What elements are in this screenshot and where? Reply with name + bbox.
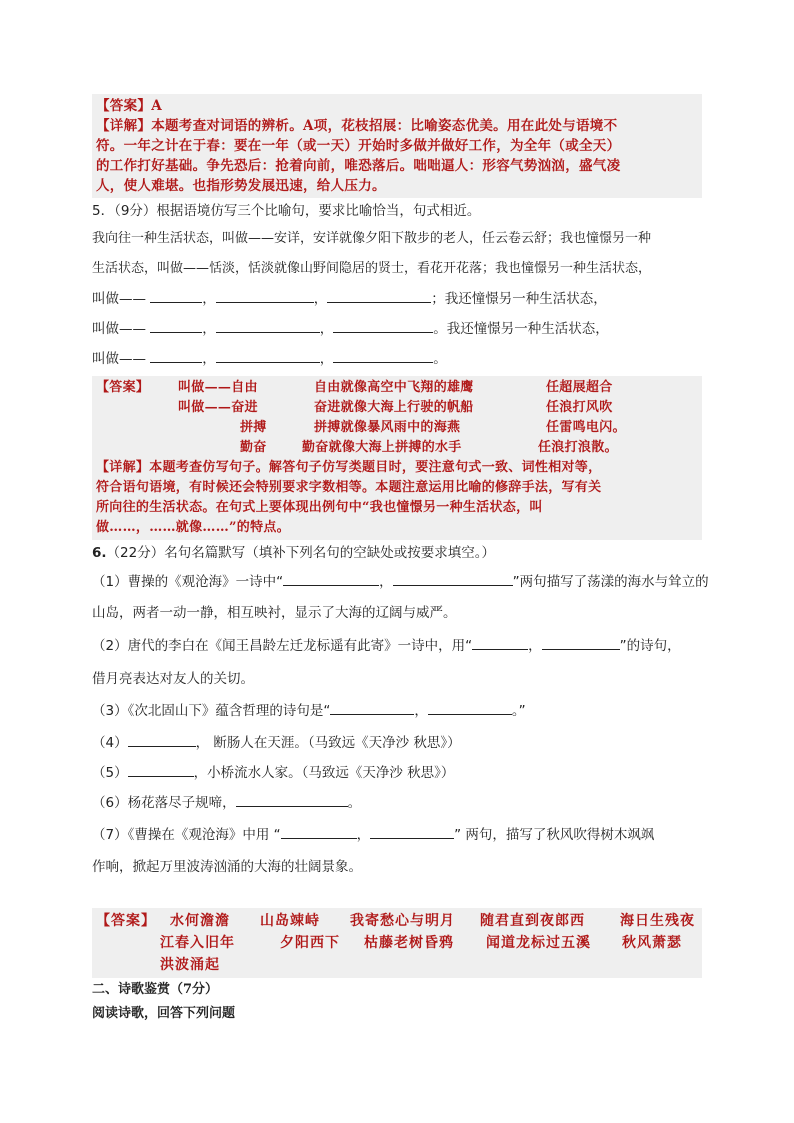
comma: ， xyxy=(414,703,428,719)
answer-cell: 叫做——自由 xyxy=(178,380,258,395)
section-instruction: 阅读诗歌，回答下列问题 xyxy=(92,1006,236,1021)
answer-cell: 海日生残夜 xyxy=(620,913,695,929)
q5-stem: 5．（9分）根据语境仿写三个比喻句，要求比喻恰当，句式相近。 xyxy=(92,203,481,219)
item-text: ” 两句，描写了秋风吹得树木飒飒 xyxy=(454,827,655,843)
answer-blank[interactable] xyxy=(281,824,357,839)
q5-answer-box xyxy=(92,376,702,540)
page xyxy=(92,92,709,1024)
answer-tag: 【答案】 xyxy=(96,913,156,929)
answer-blank[interactable] xyxy=(216,348,320,363)
comma: ， xyxy=(202,321,216,337)
answer-cell: 拼搏 xyxy=(240,420,267,435)
q6-stem xyxy=(92,540,702,566)
comma: ， xyxy=(202,351,216,367)
answer-blank[interactable] xyxy=(333,348,433,363)
q5-context-line: 生活状态，叫做——恬淡，恬淡就像山野间隐居的贤士，看花开花落；我也憧憬另一种生活状态， xyxy=(92,261,652,276)
q6-item-6 xyxy=(92,788,702,818)
answer-cell: 枯藤老树昏鸦 xyxy=(364,935,454,951)
item-text: ”两句描写了荡漾的海水与耸立的 xyxy=(512,574,709,590)
comma: ， xyxy=(319,351,334,367)
fill-prefix: 叫做—— xyxy=(92,321,146,337)
detail-line: 符合语句语境，有时候还会特别要求字数相等。本题注意运用比喻的修辞手法，写有关 xyxy=(96,480,602,495)
detail-line: 所向往的生活状态。在句式上要体现出例句中“我也憧憬另一种生活状态，叫 xyxy=(96,500,543,515)
detail-tag: 【详解】 xyxy=(96,460,150,475)
item-text: ”的诗句， xyxy=(619,638,681,654)
detail-tag: 【详解】 xyxy=(96,118,152,134)
item-text: （3）《次北固山下》蕴含哲理的诗句是“ xyxy=(92,703,331,719)
answer-cell: 任超展超合 xyxy=(546,380,613,395)
answer-blank[interactable] xyxy=(370,824,454,839)
answer-cell: 水何澹澹 xyxy=(170,913,230,929)
item-text: （5） xyxy=(92,765,128,781)
answer-blank[interactable] xyxy=(150,318,202,333)
answer-cell: 江春入旧年 xyxy=(160,935,235,951)
answer-blank[interactable] xyxy=(330,700,414,715)
answer-blank[interactable] xyxy=(150,288,202,303)
item-text: ，小桥流水人家。（马致远《天净沙 秋思》） xyxy=(193,765,455,781)
fill-prefix: 叫做—— xyxy=(92,291,146,307)
question-number: 6. xyxy=(92,545,107,561)
answer-cell: 秋风萧瑟 xyxy=(622,935,682,951)
section-heading: 二、诗歌鉴赏（7分） xyxy=(92,982,219,997)
item-text: （7）《曹操在《观沧海》中用 “ xyxy=(92,827,281,843)
q4-answer-box xyxy=(92,94,702,198)
answer-blank[interactable] xyxy=(333,318,433,333)
fill-end: 。我还憧憬另一种生活状态， xyxy=(433,321,609,337)
q5-fill-line-2 xyxy=(92,314,702,344)
answer-cell: 勤奋就像大海上拼搏的水手 xyxy=(302,440,462,455)
answer-cell: 拼搏就像暴风雨中的海燕 xyxy=(314,420,461,435)
answer-cell: 叫做——奋进 xyxy=(178,400,258,415)
answer-cell: 任浪打风吹 xyxy=(546,400,613,415)
item-text: 。” xyxy=(511,703,526,719)
answer-blank[interactable] xyxy=(216,288,314,303)
item-text: （1）曹操的《观沧海》一诗中“ xyxy=(92,574,284,590)
answer-blank[interactable] xyxy=(150,348,202,363)
fill-prefix: 叫做—— xyxy=(92,351,146,367)
answer-blank[interactable] xyxy=(542,635,620,650)
item-text: 。 xyxy=(347,795,362,811)
answer-cell: 奋进就像大海上行驶的帆船 xyxy=(314,400,474,415)
comma: ， xyxy=(313,291,328,307)
answer-blank[interactable] xyxy=(428,700,512,715)
detail-line: 本题考查仿写句子。解答句子仿写类题目时，要注意句式一致、词性相对等， xyxy=(149,460,602,475)
comma: ， xyxy=(379,574,393,590)
comma: ， xyxy=(202,291,216,307)
answer-tag: 【答案】 xyxy=(96,380,150,395)
answer-blank[interactable] xyxy=(128,732,196,747)
answer-blank[interactable] xyxy=(472,635,528,650)
q5-fill-line-1 xyxy=(92,284,702,314)
detail-line: 做……，……就像……”的特点。 xyxy=(96,520,290,535)
answer-cell: 随君直到夜郎西 xyxy=(480,913,585,929)
detail-line: 的工作打好基础。争先恐后：抢着向前，唯恐落后。咄咄逼人：形容气势汹汹，盛气凌 xyxy=(96,158,621,174)
item-text: （4） xyxy=(92,735,128,751)
comma: ， xyxy=(356,827,371,843)
answer-value: A xyxy=(151,98,162,114)
answer-blank[interactable] xyxy=(283,571,379,586)
answer-cell: 自由就像高空中飞翔的雄鹰 xyxy=(314,380,474,395)
q6-item-5 xyxy=(92,758,702,788)
answer-cell: 山岛竦峙 xyxy=(260,913,320,929)
answer-tag: 【答案】 xyxy=(96,98,152,114)
q6-item-2 xyxy=(92,628,702,664)
answer-blank[interactable] xyxy=(128,762,194,777)
fill-end: ；我还憧憬另一种生活状态， xyxy=(431,291,607,307)
answer-blank[interactable] xyxy=(393,571,513,586)
q5-fill-line-3 xyxy=(92,344,702,374)
detail-line: 符。一年之计在于春：要在一年（或一天）开始时多做并做好工作，为全年（或全天） xyxy=(96,138,621,154)
q6-item-7-cont: 作响，掀起万里波涛汹涌的大海的壮阔景象。 xyxy=(92,859,362,875)
detail-line: 人，使人难堪。也指形势发展迅速，给人压力。 xyxy=(96,178,386,194)
detail-line: 本题考查对词语的辨析。A项，花枝招展：比喻姿态优美。用在此处与语境不 xyxy=(151,118,618,134)
q6-item-1 xyxy=(92,566,709,598)
answer-cell: 勤奋 xyxy=(240,440,267,455)
question-stem: （22分）名句名篇默写（填补下列名句的空缺处或按要求填空。） xyxy=(106,545,495,561)
answer-cell: 任雷鸣电闪。 xyxy=(546,420,626,435)
item-text: （2）唐代的李白在《闻王昌龄左迁龙标遥有此寄》一诗中，用“ xyxy=(92,638,473,654)
fill-end: 。 xyxy=(433,351,447,367)
answer-cell: 我寄愁心与明月 xyxy=(350,913,455,929)
q6-answer-box xyxy=(92,908,702,978)
q6-item-3 xyxy=(92,694,702,728)
item-text: （6）杨花落尽子规啼， xyxy=(92,795,236,811)
q6-item-4 xyxy=(92,728,702,758)
item-text: ， 断肠人在天涯。（马致远《天净沙 秋思》） xyxy=(195,735,461,751)
q5-context-line: 我向往一种生活状态，叫做——安详，安详就像夕阳下散步的老人，任云卷云舒；我也憧憬另一种 xyxy=(92,231,652,246)
q6-item-2-cont: 借月亮表达对友人的关切。 xyxy=(92,671,254,687)
comma: ， xyxy=(319,321,334,337)
answer-cell: 任浪打浪散。 xyxy=(538,440,618,455)
q6-item-1-cont: 山岛，两者一动一静，相互映衬，显示了大海的辽阔与威严。 xyxy=(92,605,457,621)
answer-cell: 夕阳西下 xyxy=(280,935,340,951)
answer-blank[interactable] xyxy=(236,792,348,807)
answer-cell: 洪波涌起 xyxy=(160,957,220,973)
q6-item-7 xyxy=(92,818,702,852)
comma: ， xyxy=(528,638,542,654)
answer-blank[interactable] xyxy=(327,288,431,303)
answer-blank[interactable] xyxy=(216,318,320,333)
answer-cell: 闻道龙标过五溪 xyxy=(486,935,591,951)
